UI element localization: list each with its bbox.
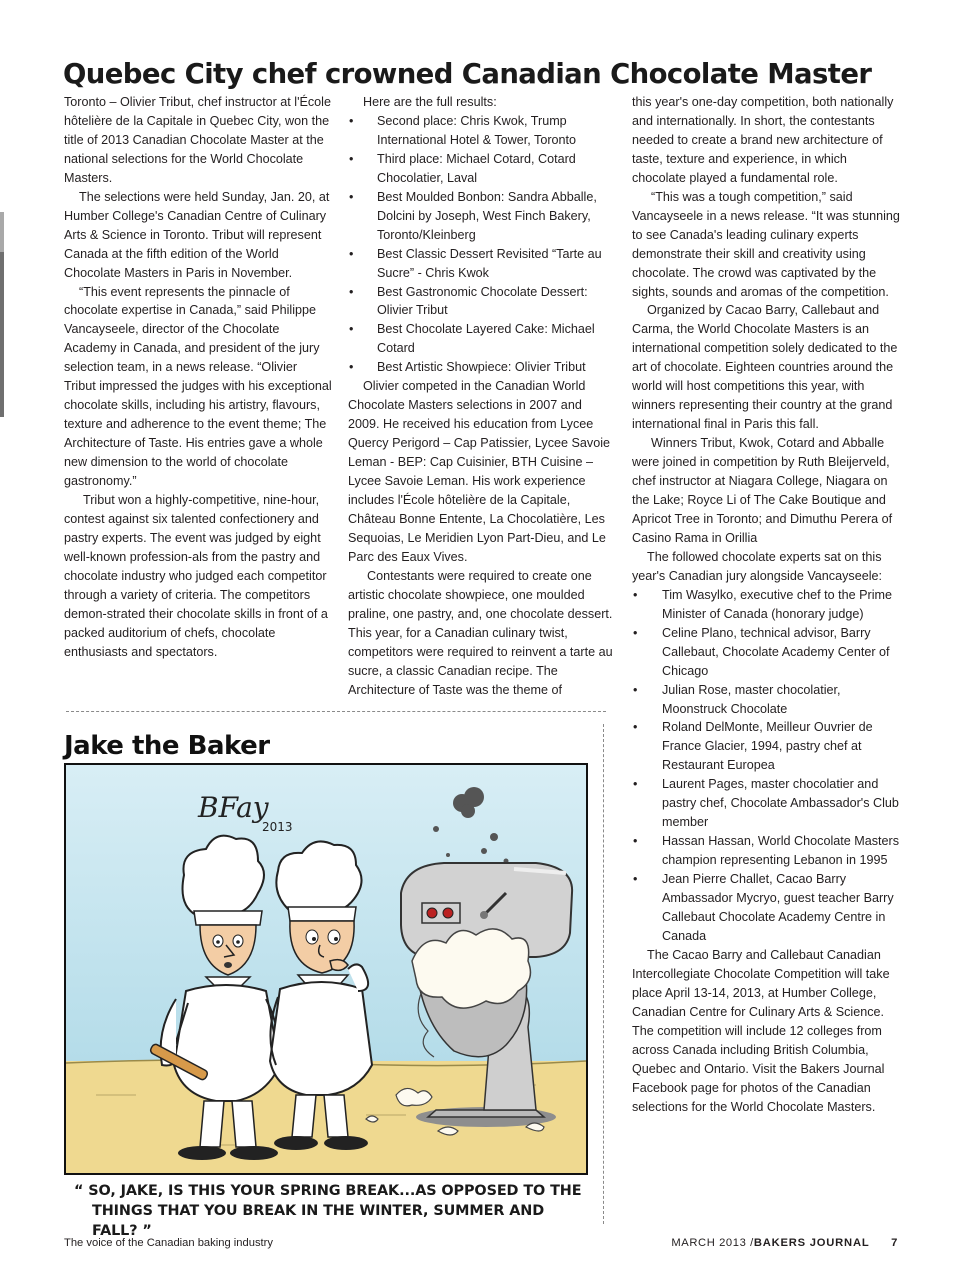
article-column-2 bbox=[348, 93, 616, 700]
article-column-1 bbox=[64, 93, 332, 662]
article-column-3 bbox=[632, 93, 900, 1116]
list-item: • Laurent Pages, master chocolatier and pastry chef, Chocolate Ambassador's Club member bbox=[633, 777, 899, 830]
bullet-icon: • bbox=[633, 587, 638, 602]
list-item: • Tim Wasylko, executive chef to the Prime Minister of Canada (honorary judge) bbox=[633, 587, 893, 621]
list-item: • Julian Rose, master chocolatier, Moonstruck Chocolate bbox=[633, 682, 841, 716]
cartoon-caption bbox=[74, 1181, 594, 1241]
footer-folio bbox=[671, 1237, 898, 1249]
list-item: • Best Classic Dessert Revisited “Tarte au Sucre” - Chris Kwok bbox=[349, 246, 602, 280]
list-item: • Best Chocolate Layered Cake: Michael Cotard bbox=[349, 322, 595, 356]
paragraph: The Cacao Barry and Callebaut Canadian Intercollegiate Chocolate Competition will take place April 13-14, 2013, at Humber College, Canadian Centre for Culinary Arts & Science. The competition will include 12 colleges from across Canada including British Columbia, Quebec and Ontario. Visit the Bakers Journal Facebook page for photos of the Canadian selections for the World Chocolate Masters. bbox=[632, 947, 890, 1114]
bullet-icon: • bbox=[633, 834, 638, 849]
paragraph: Toronto – Olivier Tribut, chef instructor at l'École hôtelière de la Capitale in Quebec City, won the title of 2013 Canadian Chocolate Master at the national selections for the World Chocolate Masters. bbox=[64, 95, 331, 185]
bullet-icon: • bbox=[349, 246, 354, 261]
list-item: • Celine Plano, technical advisor, Barry Callebaut, Chocolate Academy Center of Chicago bbox=[633, 625, 890, 678]
footer-publication: BAKERS JOURNAL bbox=[753, 1237, 870, 1249]
bullet-icon: • bbox=[349, 322, 354, 337]
page-number: 7 bbox=[891, 1237, 898, 1249]
bullet-icon: • bbox=[349, 113, 354, 128]
footer-separator: / bbox=[750, 1237, 754, 1249]
bullet-icon: • bbox=[349, 151, 354, 166]
bullet-icon: • bbox=[633, 682, 638, 697]
cartoon-illustration bbox=[66, 765, 586, 1173]
list-item: • Hassan Hassan, World Chocolate Masters champion representing Lebanon in 1995 bbox=[633, 834, 900, 868]
paragraph: Tribut won a highly-competitive, nine-hour, contest against six talented confectionery and pastry experts. The event was judged by eight well-known profession-als from the pastry and chocolate industry who judged each competitor through a variety of criteria. The competitors demon-strated their chocolate skills in front of a packed auditorium of chefs, chocolate enthusiasts and spectators. bbox=[64, 493, 328, 659]
bullet-icon: • bbox=[633, 625, 638, 640]
bullet-icon: • bbox=[633, 872, 638, 887]
caption-line-2: THINGS THAT YOU BREAK IN THE WINTER, SUMMER AND FALL? ” bbox=[92, 1203, 545, 1239]
paragraph: Olivier competed in the Canadian World Chocolate Masters selections in 2007 and 2009. He received his education from Lycee Quercy Perigord – Cap Patissier, Lycee Savoie Leman - BEP: Cap Cuisinier, BTH Cuisine – Lycee Savoie Leman. His work experience includes l'École hôtelière de la Capitale, Château Bonne Entente, La Chocolatière, Les Sequoias, Le Meridien Lyon Part-Dieu, and Le Parc des Eaux Vives. bbox=[348, 379, 611, 564]
paragraph: The selections were held Sunday, Jan. 20, at Humber College's Canadian Centre of Culinary Arts & Science in Toronto. Tribut will represent Canada at the fifth edition of the World Chocolate Masters in Paris in November. bbox=[64, 189, 330, 280]
results-list bbox=[348, 112, 616, 377]
paragraph: “This was a tough competition,” said Vancayseele in a news release. “It was stunning to see Canada's leading culinary experts demonstrate their skill and creativity using chocolate. The crowd was captivated by the sights, sounds and aromas of the competition. bbox=[632, 189, 900, 299]
paragraph: Winners Tribut, Kwok, Cotard and Abballe were joined in competition by Ruth Bleijerveld, chef instructor at Niagara College, Niagara on the Lake; Royce Li of The Cake Boutique and Apricot Tree in Toronto; and Dimuthu Perera of Casino Rama in Orillia bbox=[632, 436, 893, 545]
list-item: • Jean Pierre Challet, Cacao Barry Ambassador Mycryo, guest teacher Barry Callebaut Chocolate Academy Centre in Canada bbox=[633, 872, 894, 943]
bullet-icon: • bbox=[633, 720, 638, 735]
page-edge-highlight bbox=[0, 212, 4, 252]
results-intro: Here are the full results: bbox=[363, 95, 497, 109]
paragraph: Contestants were required to create one artistic chocolate showpiece, one moulded praline, one pastry, and, one chocolate dessert. This year, for a Canadian culinary twist, competitors were required to reinvent a tarte au sucre, a classic Canadian recipe. The Architecture of Taste was the theme of bbox=[348, 568, 613, 697]
footer-date: MARCH 2013 bbox=[671, 1237, 747, 1249]
cartoon-divider-horizontal bbox=[66, 711, 606, 712]
cartoon-divider-vertical bbox=[603, 724, 604, 1224]
list-item: • Best Artistic Showpiece: Olivier Tribut bbox=[348, 358, 616, 377]
list-item: • Best Gastronomic Chocolate Dessert: Olivier Tribut bbox=[349, 284, 588, 318]
caption-line-1: “ SO, JAKE, IS THIS YOUR SPRING BREAK...AS OPPOSED TO THE bbox=[74, 1183, 582, 1199]
list-item: • Second place: Chris Kwok, Trump International Hotel & Tower, Toronto bbox=[349, 113, 577, 147]
list-item: • Best Moulded Bonbon: Sandra Abballe, Dolcini by Joseph, West Finch Bakery, Toronto/Kleinberg bbox=[349, 189, 597, 242]
svg-text:BFay: BFay bbox=[198, 791, 269, 824]
paragraph: The followed chocolate experts sat on this year's Canadian jury alongside Vancayseele: bbox=[632, 549, 882, 583]
cartoon-panel bbox=[64, 763, 588, 1175]
article-headline: Quebec City chef crowned Canadian Chocolate Master bbox=[63, 58, 872, 90]
list-item: • Third place: Michael Cotard, Cotard Chocolatier, Laval bbox=[349, 151, 576, 185]
footer-tagline: The voice of the Canadian baking industry bbox=[64, 1237, 273, 1249]
cartoon-title: Jake the Baker bbox=[64, 731, 270, 761]
bullet-icon: • bbox=[349, 284, 354, 299]
svg-text:2013: 2013 bbox=[262, 820, 293, 834]
list-item: • Roland DelMonte, Meilleur Ouvrier de France Glacier, 1994, pastry chef at Restaurant Europea bbox=[633, 720, 873, 773]
paragraph: “This event represents the pinnacle of chocolate expertise in Canada,” said Philippe Vancayseele, director of the Chocolate Academy in Canada, and president of the jury selection team, in a news release. “Olivier Tribut impressed the judges with his exceptional chocolate skills, including his artistry, flavours, texture and adherence to the event theme; The Architecture of Taste. His entries gave a whole new dimension to the world of chocolate gastronomy.” bbox=[64, 284, 332, 489]
bullet-icon: • bbox=[633, 777, 638, 792]
paragraph: Organized by Cacao Barry, Callebaut and Carma, the World Chocolate Masters is an international competition solely dedicated to the art of chocolate. Eighteen countries around the world will host competitions this year, with winners representing their country at the grand international final in Paris this fall. bbox=[632, 303, 898, 432]
bullet-icon: • bbox=[349, 360, 354, 375]
jury-list bbox=[632, 586, 900, 946]
bullet-icon: • bbox=[349, 189, 354, 204]
paragraph: this year's one-day competition, both nationally and internationally. In short, the contestants needed to create a brand new architecture of taste, texture and experience, in which chocolate played a fundamental role. bbox=[632, 95, 894, 185]
